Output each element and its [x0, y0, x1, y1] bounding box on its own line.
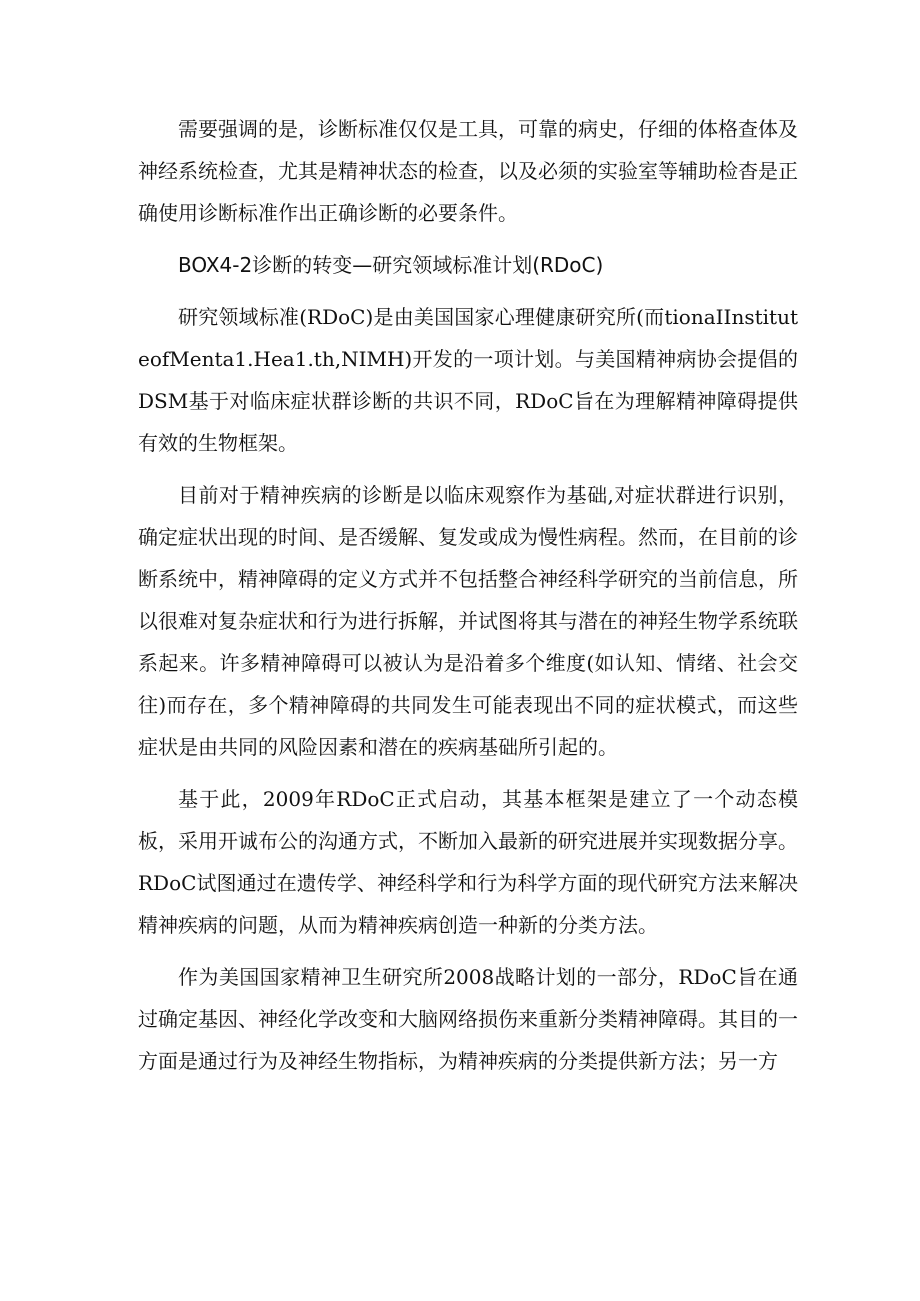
document-body: [138, 108, 798, 1092]
section-heading: BOX4-2诊断的转变—研究领域标准计划(RDoC): [178, 253, 604, 277]
paragraph-rdoc-goal: 作为美国国家精神卫生研究所2008战略计划的一部分，RDoC旨在通过确定基因、神经化学改变和大脑网络损伤来重新分类精神障碍。其目的一方面是通过行为及神经生物指标，为精神疾病的分类提供新方法；另一方: [138, 965, 798, 1073]
paragraph-rdoc-launch: 基于此，2009年RDoC正式启动，其基本框架是建立了一个动态模板，采用开诚布公的沟通方式，不断加入最新的研究进展并实现数据分享。RDoC试图通过在遗传学、神经科学和行为科学方面的现代研究方法来解决精神疾病的问题，从而为精神疾病创造一种新的分类方法。: [138, 787, 798, 937]
paragraph-rdoc-intro: 研究领域标准(RDoC)是由美国国家心理健康研究所(而tionaIInstituteofMenta1.Hea1.th,NIMH)开发的一项计划。与美国精神病协会提倡的DSM基于对临床症状群诊断的共识不同，RDoC旨在为理解精神障碍提供有效的生物框架。: [138, 305, 798, 455]
paragraph-diagnostic-criteria: 需要强调的是，诊断标准仅仅是工具，可靠的病史，仔细的体格查体及神经系统检查，尤其是精神状态的检查，以及必须的实验室等辅助检杳是正确使用诊断标准作出正确诊断的必要条件。: [138, 117, 798, 225]
paragraph-current-diagnosis: 目前对于精神疾病的诊断是以临床观察作为基础,对症状群进行识别，确定症状出现的时间、是否缓解、复发或成为慢性病程。然而，在目前的诊断系统中，精神障碍的定义方式并不包括整合神经科学研究的当前信息，所以很难对复杂症状和行为进行拆解，并试图将其与潜在的神羟生物学系统联系起来。许多精神障碍可以被认为是沿着多个维度(如认知、情绪、社会交往)而存在，多个精神障碍的共同发生可能表现出不同的症状模式，而这些症状是由共同的风险因素和潜在的疾病基础所引起的。: [138, 483, 798, 759]
